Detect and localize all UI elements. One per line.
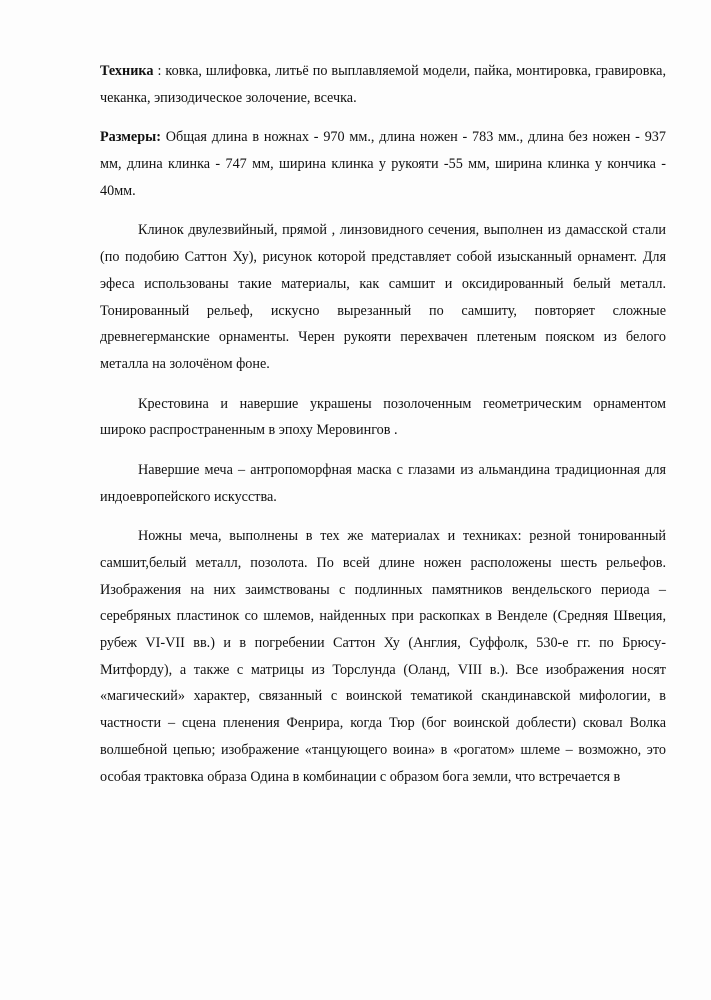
paragraph-crossguard: Крестовина и навершие украшены позолоченным геометрическим орнаментом широко распространенным в эпоху Меровингов . <box>100 395 666 439</box>
paragraph-technique <box>100 58 666 111</box>
document-body <box>100 58 666 790</box>
technique-label: Техника <box>100 63 154 79</box>
paragraph-scabbard: Ножны меча, выполнены в тех же материалах и техниках: резной тонированный самшит,белый металл, позолота. По всей длине ножен расположены шесть рельефов. Изображения на них заимствованы с подлинных памятников вендельского периода – серебряных пластинок со шлемов, найденных при раскопках в Венделе (Средняя Швеция, рубеж VI-VII вв.) и в погребении Саттон Ху (Англия, Суффолк, 530-е гг. по Брюсу-Митфорду), а также с матрицы из Торслунда (Оланд, VIII в.). Все изображения носят «магический» характер, связанный с воинской тематикой скандинавской мифологии, в частности – сцена пленения Фенрира, когда Тюр (бог воинской доблести) сковал Волка волшебной цепью; изображение «танцующего воина» в «рогатом» шлеме – возможно, это особая трактовка образа Одина в комбинации с образом бога земли, что встречается в <box>100 528 666 785</box>
paragraph-pommel: Навершие меча – антропоморфная маска с глазами из альмандина традиционная для индоевропейского искусства. <box>100 461 666 505</box>
technique-text: : ковка, шлифовка, литьё по выплавляемой модели, пайка, монтировка, гравировка, чеканка, эпизодическое золочение, всечка. <box>100 63 666 106</box>
paragraph-dimensions <box>100 124 666 204</box>
paragraph-blade-description: Клинок двулезвийный, прямой , линзовидного сечения, выполнен из дамасской стали (по подобию Саттон Ху), рисунок которой представляет собой изысканный орнамент. Для эфеса использованы такие материалы, как самшит и оксидированный белый металл. Тонированный рельеф, искусно вырезанный по самшиту, повторяет сложные древнегерманские орнаменты. Черен рукояти перехвачен плетеным пояском из белого металла на золочёном фоне. <box>100 222 666 372</box>
dimensions-label: Размеры: <box>100 129 161 146</box>
dimensions-text: Общая длина в ножнах - 970 мм., длина ножен - 783 мм., длина без ножен - 937 мм, длина клинка - 747 мм, ширина клинка у рукояти -55 мм, ширина клинка у кончика - 40мм. <box>100 129 666 199</box>
